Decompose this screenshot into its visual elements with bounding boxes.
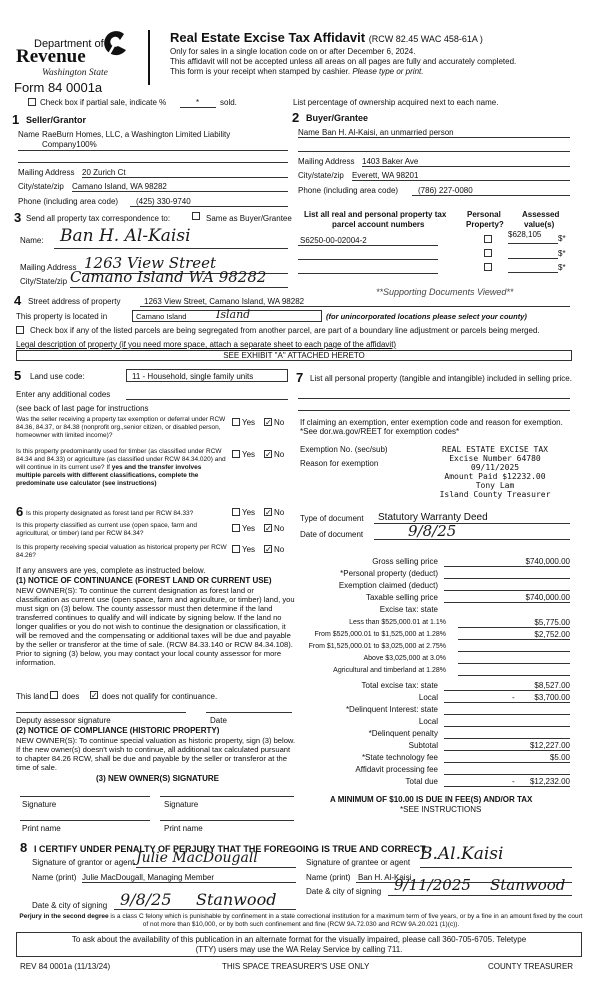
sec1-number: 1: [12, 112, 20, 127]
sec3-city-label: City/State/zip: [20, 277, 68, 286]
owner-name-label-1: Print name: [22, 824, 61, 833]
techfee-value[interactable]: $5.00: [549, 753, 570, 762]
excise-state-label: Excise tax: state: [379, 605, 438, 614]
exempt-deduct-line: [444, 590, 570, 591]
county-treasurer: COUNTY TREASURER: [488, 962, 574, 971]
total-state-line: [444, 690, 570, 691]
header-line2: This affidavit will not be accepted unless all areas on all pages are fully and accurately completed.: [170, 57, 517, 66]
grantor-date-label: Date & city of signing: [32, 901, 108, 910]
sec4-number: 4: [14, 293, 22, 308]
supporting-docs: **Supporting Documents Viewed**: [376, 287, 514, 297]
page-title: [170, 30, 483, 45]
doc-type-label: Type of document: [300, 514, 364, 523]
gross-label: Gross selling price: [372, 557, 438, 566]
perjury-notice: [16, 913, 586, 929]
q4-no-checkbox[interactable]: ✓: [265, 524, 272, 533]
header-divider: [148, 30, 150, 85]
does-label: does: [62, 692, 80, 701]
stamp-line-1: REAL ESTATE EXCISE TAX: [442, 445, 548, 454]
located-value: Camano Island: [136, 312, 187, 321]
dept-state: Washington State: [42, 68, 108, 78]
notice1-head: (1) NOTICE OF CONTINUANCE (FOREST LAND OR CURRENT USE): [16, 576, 272, 585]
partial-sale-label: Check box if partial sale, indicate %: [40, 98, 167, 107]
header-line3b: Please type or print.: [352, 67, 424, 76]
stamp-line-6: Island County Treasurer: [439, 490, 551, 499]
same-as-buyer-label: Same as Buyer/Grantee: [206, 214, 292, 223]
located-hw: Island: [216, 308, 251, 321]
additional-codes-line: [126, 399, 288, 400]
delinq-pen-label: *Delinquent penalty: [368, 729, 438, 738]
doc-date-label: Date of document: [300, 530, 364, 539]
owner-sig-label-2: Signature: [164, 800, 199, 809]
q3-yes-checkbox[interactable]: [232, 508, 240, 516]
affidavit-fee-label: Affidavit processing fee: [355, 765, 438, 774]
grantee-date-label: Date & city of signing: [306, 887, 382, 896]
exempt-note: If claiming an exemption, enter exemption code and reason for exemption. *See dor.wa.gov/REET for exemption codes*: [300, 418, 563, 436]
owner-name-line-2: [160, 820, 294, 821]
notice2-body: NEW OWNER(S): To continue special valuation as historic property, sign (3) below. If the new owner(s) doesn't wish to continue, all additional tax calculated pursuant to chapter 84.26 RCW, shall be due and payable by the seller or transferor at the time of sale.: [16, 736, 296, 772]
located-note: [326, 312, 527, 321]
grantor-name-label: Name (print): [32, 873, 77, 882]
reason-label: Reason for exemption: [300, 459, 379, 468]
sec3-city[interactable]: Camano Island WA 98282: [70, 268, 267, 286]
q1-no-checkbox[interactable]: ✓: [265, 418, 272, 427]
any-yes: If any answers are yes, complete as instructed below.: [16, 566, 206, 575]
seller-mail-label: Mailing Address: [18, 168, 75, 177]
q2-yes-checkbox[interactable]: [232, 450, 240, 458]
total-due-value[interactable]: $12,232.00: [529, 777, 570, 786]
parcel-head-1: List all real and personal property tax: [304, 210, 447, 219]
seller-city-line: [72, 191, 288, 192]
grantor-name[interactable]: Julie MacDougall, Managing Member: [82, 873, 215, 882]
owner-name-label-2: Print name: [164, 824, 203, 833]
accessibility-box: [16, 932, 582, 957]
stamp-line-2: Excise Number 64780: [449, 454, 541, 463]
form-number: Form 84 0001a: [14, 80, 103, 95]
assessed-head-1: Assessed: [522, 210, 560, 219]
sec6-q1: Is this property designated as forest land per RCW 84.33?: [26, 510, 194, 517]
buyer-name-label: Name: [298, 128, 320, 137]
taxable-line: [444, 602, 570, 603]
grantor-signature[interactable]: Julie MacDougall: [136, 850, 258, 866]
taxable-value[interactable]: $740,000.00: [525, 593, 570, 602]
affidavit-fee-line: [444, 774, 570, 775]
tier2-value[interactable]: $2,752.00: [534, 630, 570, 639]
q5-yes: Yes: [242, 545, 256, 554]
seller-heading: Seller/Grantor: [26, 115, 87, 125]
dept-top: Department of: [34, 38, 104, 50]
doc-type[interactable]: Statutory Warranty Deed: [378, 512, 488, 523]
owner-sig-label-1: Signature: [22, 800, 57, 809]
title-text: Real Estate Excise Tax Affidavit: [170, 30, 366, 45]
grantee-signature[interactable]: B.Al.Kaisi: [420, 844, 504, 864]
grantor-city[interactable]: Stanwood: [196, 890, 277, 909]
notice3-head: (3) NEW OWNER(S) SIGNATURE: [96, 774, 219, 783]
partial-sale-checkbox[interactable]: [28, 98, 36, 106]
partial-tail: sold.: [220, 98, 237, 107]
does-checkbox[interactable]: [50, 691, 58, 699]
grantee-sig-line: [420, 867, 572, 868]
legal-exhibit: SEE EXHIBIT "A" ATTACHED HERETO: [223, 351, 365, 360]
q1-yes: Yes: [242, 418, 256, 427]
total-state-value[interactable]: $8,527.00: [534, 681, 570, 690]
q4-yes: Yes: [242, 524, 256, 533]
owner-sig-line-1: [20, 796, 150, 797]
q5-no: No: [274, 545, 285, 554]
sec6-q3: Is this property receiving special valuation as historical property per RCW 84.26?: [16, 544, 227, 559]
header-line3: [170, 67, 423, 76]
doc-date[interactable]: 9/8/25: [408, 522, 457, 540]
same-as-buyer-checkbox[interactable]: [192, 212, 200, 220]
sec3-name[interactable]: Ban H. Al-Kaisi: [60, 226, 191, 246]
grantee-date[interactable]: 9/11/2025: [394, 876, 471, 894]
parcel-1[interactable]: S6250-00-02004-2: [300, 236, 367, 245]
assessed-head-2: value(s): [524, 220, 555, 229]
seller-mail-line: [82, 177, 288, 178]
buyer-city-line: [352, 180, 570, 181]
personal-checkbox-1[interactable]: [484, 235, 492, 243]
partial-pct-line: [180, 107, 216, 108]
q3-no: No: [274, 508, 285, 517]
buyer-mail-line: [362, 166, 570, 167]
grantor-date[interactable]: 9/8/25: [120, 890, 172, 909]
tier2-line: [458, 639, 570, 640]
tier1-label: Less than $525,000.01 at 1.1%: [349, 619, 446, 626]
buyer-phone[interactable]: (786) 227-0080: [418, 186, 473, 195]
tier3-label: From $1,525,000.01 to $3,025,000 at 2.75%: [308, 643, 446, 650]
personal-checkbox-2[interactable]: [484, 249, 492, 257]
additional-codes-label: Enter any additional codes: [16, 390, 111, 399]
exempt-no-label: Exemption No. (sec/sub): [300, 445, 388, 454]
q5-no-checkbox[interactable]: ✓: [265, 545, 272, 554]
see-instructions: *SEE INSTRUCTIONS: [400, 805, 482, 814]
personal-deduct-label: *Personal property (deduct): [340, 569, 438, 578]
deputy-line: [16, 712, 186, 713]
buyer-name[interactable]: Ban H. Al-Kaisi, an unmarried person: [322, 128, 454, 137]
total-state-label: Total excise tax: state: [361, 681, 438, 690]
parcel-line-2: [298, 259, 438, 260]
assessed-dollar-2: $*: [558, 249, 566, 258]
personal-deduct-line: [444, 578, 570, 579]
doc-type-line: [374, 523, 570, 524]
grantee-sig-label: Signature of grantee or agent: [306, 858, 411, 867]
local-value[interactable]: $3,700.00: [534, 693, 570, 702]
techfee-line: [444, 762, 570, 763]
seller-city[interactable]: Camano Island, WA 98282: [72, 182, 167, 191]
certify: I CERTIFY UNDER PENALTY OF PERJURY THAT THE FOREGOING IS TRUE AND CORRECT.: [34, 844, 428, 854]
buyer-line-2: [298, 151, 570, 152]
assessed-line-1: [508, 243, 558, 244]
assessed-value-1[interactable]: $628,105: [508, 230, 542, 239]
deputy-date-label: Date: [210, 716, 227, 725]
deputy-label: Deputy assessor signature: [16, 716, 111, 725]
seller-phone-label: Phone (including area code): [18, 197, 119, 206]
seller-name-2[interactable]: Company100%: [42, 140, 97, 149]
tier2-label: From $525,000.01 to $1,525,000 at 1.28%: [314, 631, 446, 638]
located-note-text: (for unincorporated locations please select your county): [326, 312, 527, 321]
sec3-mail[interactable]: 1263 View Street: [84, 254, 217, 272]
parcel-head-2: parcel account numbers: [332, 220, 425, 229]
sec5-q2a: Is this property predominantly used for timber (as classified under RCW 84.34 and 84.33) or agriculture (as classified under RCW 84.34.020) and will continue in its current use? If: [16, 448, 226, 471]
legal-label: Legal description of property (if you need more space, attach a separate sheet to each page of the affidavit): [16, 340, 397, 349]
seller-mail[interactable]: 20 Zurich Ct: [82, 168, 126, 177]
tier1-line: [458, 627, 570, 628]
rev-number: REV 84 0001a (11/13/24): [20, 962, 111, 971]
stamp-line-5: Tony Lam: [475, 481, 515, 490]
personal-checkbox-3[interactable]: [484, 263, 492, 271]
parcel-line-3: [298, 273, 438, 274]
accessibility-line-1: To ask about the availability of this publication in an alternate format for the visually impaired, please call 360-705-6705. Teletype: [71, 935, 527, 944]
buyer-phone-line: [412, 195, 570, 196]
sec5-label: Land use code:: [30, 372, 85, 381]
buyer-line-1: [298, 137, 570, 138]
located-label: This property is located in: [16, 312, 108, 321]
sec5-q1: Was the seller receiving a property tax exemption or deferral under RCW 84.36, 84.37, or 84.38 (nonprofit org.,senior citizen, or disabled person, homeowner with limited income)?: [16, 416, 226, 439]
grantee-name[interactable]: Ban H. Al-Kaisi: [358, 873, 412, 882]
land-use-code: 11 - Household, single family units: [132, 372, 254, 381]
local-dash: -: [512, 693, 515, 702]
q1-no: No: [274, 418, 285, 427]
local-line: [444, 702, 570, 703]
total-due-dash: -: [512, 777, 515, 786]
subtotal-label: Subtotal: [408, 741, 438, 750]
grantor-sig-line: [136, 867, 296, 868]
deputy-date-line: [206, 712, 292, 713]
header-line1: Only for sales in a single location code on or after December 6, 2024.: [170, 47, 416, 56]
buyer-mail-label: Mailing Address: [298, 157, 355, 166]
seller-line-1: [18, 150, 288, 151]
sec2-number: 2: [292, 110, 300, 125]
sec5-q2: [16, 448, 228, 488]
dept-logo-text: Revenue: [16, 46, 86, 67]
techfee-label: *State technology fee: [361, 753, 438, 762]
sec8-number: 8: [20, 840, 28, 855]
seller-line-2: [18, 162, 288, 163]
delinq-local-label: Local: [418, 717, 438, 726]
perjury-head: Perjury in the second degree: [19, 913, 109, 920]
treasurer-stamp: [420, 445, 570, 499]
sec3-city-line: [70, 287, 288, 288]
total-due-line: [444, 786, 570, 787]
personal-head-1: Personal: [467, 210, 501, 219]
sec3-mail-label: Mailing Address: [20, 263, 77, 272]
seller-name-label: Name: [18, 130, 40, 139]
parcel-line-1: [298, 245, 438, 246]
owner-name-line-1: [20, 820, 150, 821]
tier1-value[interactable]: $5,775.00: [534, 618, 570, 627]
q3-yes: Yes: [242, 508, 256, 517]
dept-logo-icon: [100, 30, 128, 60]
grantor-sig-label: Signature of grantor or agent: [32, 858, 135, 867]
property-address[interactable]: 1263 View Street, Camano Island, WA 98282: [144, 297, 305, 306]
legal-box[interactable]: [16, 350, 572, 361]
segregated-label: Check box if any of the listed parcels are being segregated from another parcel, are part of a boundary line adjustment or parcels being merged.: [30, 326, 540, 335]
exempt-deduct-label: Exemption claimed (deduct): [338, 581, 438, 590]
sec5-number: 5: [14, 368, 22, 383]
title-cite: (RCW 82.45 WAC 458-61A ): [368, 34, 483, 44]
delinq-pen-line: [444, 738, 570, 739]
treasurer-use: THIS SPACE TREASURER'S USE ONLY: [222, 962, 370, 971]
gross-value[interactable]: $740,000.00: [525, 557, 570, 566]
seller-phone[interactable]: (425) 330-9740: [136, 197, 191, 206]
q4-no: No: [274, 524, 285, 533]
notice1-body: NEW OWNER(S): To continue the current designation as forest land or classification as current use (open space, farm and agriculture, or timber) land, you must sign on (3) below. The county assessor must then determine if the land transferred continues to qualify and will indicate by signing below. If the land no longer qualifies or you do not wish to continue the designation or classification, it will be removed and the compensating or additional taxes will be due and payable by the seller or transferor at the time of sale. (RCW 84.33.140 or RCW 84.34.108). Prior to signing (3) below, you may contact your local county assessor for more information.: [16, 586, 295, 667]
sec7-number: 7: [296, 370, 304, 385]
tier5-label: Agricultural and timberland at 1.28%: [333, 667, 446, 674]
header-line3a: This form is your receipt when stamped by cashier.: [170, 67, 351, 76]
minimum-note: A MINIMUM OF $10.00 IS DUE IN FEE(S) AND/OR TAX: [330, 795, 533, 804]
sec3-name-label: Name:: [20, 236, 44, 245]
sec4-label: Street address of property: [28, 297, 121, 306]
personal-head-2: Property?: [466, 220, 504, 229]
grantor-name-line: [82, 882, 296, 883]
personal-prop-line-2: [298, 410, 570, 411]
does-not-label: does not qualify for continuance.: [102, 692, 218, 701]
q2-yes: Yes: [242, 450, 256, 459]
q2-no-checkbox[interactable]: ✓: [265, 450, 272, 459]
address-line: [140, 306, 570, 307]
list-pct-note: List percentage of ownership acquired next to each name.: [293, 98, 499, 107]
subtotal-value[interactable]: $12,227.00: [529, 741, 570, 750]
buyer-heading: Buyer/Grantee: [306, 113, 369, 123]
does-not-checkbox[interactable]: ✓: [91, 691, 98, 700]
total-due-label: Total due: [405, 777, 438, 786]
subtotal-line: [444, 750, 570, 751]
sec5-q2b: yes and the transfer involves multiple parcels with different classifications, complete the predominate use calculator (see instructions): [16, 464, 202, 487]
q1-yes-checkbox[interactable]: [232, 418, 240, 426]
see-back: (see back of last page for instructions: [16, 404, 149, 413]
sec7-label: List all personal property (tangible and intangible) included in selling price.: [310, 374, 572, 383]
q3-no-checkbox[interactable]: ✓: [265, 508, 272, 517]
owner-sig-line-2: [160, 796, 294, 797]
gross-line: [444, 566, 570, 567]
q2-no: No: [274, 450, 285, 459]
this-land-label: This land: [16, 692, 49, 701]
buyer-phone-label: Phone (including area code): [298, 186, 399, 195]
sec6-number: 6: [16, 504, 24, 519]
seller-phone-line: [130, 206, 288, 207]
tier4-line: [458, 663, 570, 664]
stamp-line-3: 09/11/2025: [470, 463, 520, 472]
sec3-label: Send all property tax correspondence to:: [26, 214, 171, 223]
assessed-line-2: [508, 258, 558, 259]
accessibility-line-2: (TTY) users may use the WA Relay Service by calling 711.: [195, 945, 403, 954]
assessed-line-3: [508, 272, 558, 273]
segregated-checkbox[interactable]: [16, 326, 24, 334]
buyer-mail[interactable]: 1403 Baker Ave: [362, 157, 419, 166]
sec3-name-line: [54, 248, 288, 249]
grantee-date-line: [388, 895, 572, 896]
delinq-int-line: [444, 714, 570, 715]
grantee-name-label: Name (print): [306, 873, 351, 882]
buyer-city[interactable]: Everett, WA 98201: [352, 171, 419, 180]
taxable-label: Taxable selling price: [365, 593, 438, 602]
tier5-line: [458, 675, 570, 676]
tier3-line: [458, 651, 570, 652]
personal-prop-line-1: [298, 398, 570, 399]
delinq-local-line: [444, 726, 570, 727]
tier4-label: Above $3,025,000 at 3.0%: [363, 655, 446, 662]
grantee-city[interactable]: Stanwood: [490, 876, 566, 894]
seller-city-label: City/state/zip: [18, 182, 64, 191]
grantor-date-line: [114, 909, 296, 910]
sec6-q2: Is this property classified as current use (open space, farm and agricultural, or timber) land per RCW 84.34?: [16, 522, 198, 537]
partial-pct[interactable]: *: [196, 98, 200, 107]
seller-name-1[interactable]: RaeBurn Homes, LLC, a Washington Limited Liability: [42, 130, 231, 139]
sec3-number: 3: [14, 210, 22, 225]
doc-date-line: [374, 539, 570, 540]
assessed-dollar-1: $*: [558, 234, 566, 243]
notice2-head: (2) NOTICE OF COMPLIANCE (HISTORIC PROPERTY): [16, 726, 220, 735]
perjury-text: is a class C felony which is punishable by confinement in a state correctional institution for a maximum term of five years, or by a fine in an amount fixed by the court of not more than $10,000, or by both such confinement and fine (RCW 9A.72.030 and RCW 9A.20.021 (1)(c)).: [110, 913, 583, 928]
assessed-dollar-3: $*: [558, 263, 566, 272]
local-label: Local: [418, 693, 438, 702]
q5-yes-checkbox[interactable]: [232, 545, 240, 553]
delinq-int-label: *Delinquent Interest: state: [345, 705, 438, 714]
q4-yes-checkbox[interactable]: [232, 524, 240, 532]
stamp-line-4: Amount Paid $12232.00: [444, 472, 546, 481]
buyer-city-label: City/state/zip: [298, 171, 344, 180]
